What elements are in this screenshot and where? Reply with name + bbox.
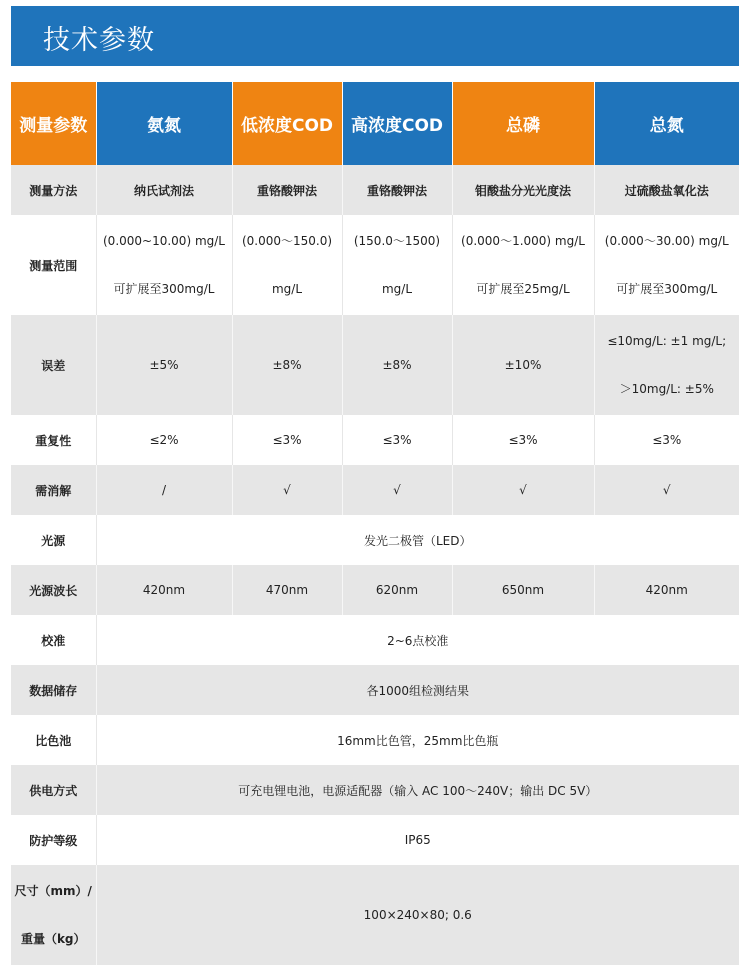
row-protect [11, 815, 739, 865]
cell: √ [452, 465, 594, 515]
header-row [11, 82, 739, 165]
cell: ≤3% [594, 415, 739, 465]
cell: 16mm比色管，25mm比色瓶 [96, 715, 739, 765]
header-low-cod: 低浓度COD [232, 82, 342, 165]
row-storage [11, 665, 739, 715]
cell: ≤3% [232, 415, 342, 465]
cell: ≤10mg/L: ±1 mg/L; ＞10mg/L: ±5% [594, 315, 739, 415]
page-title: 技术参数 [43, 25, 155, 56]
cell: / [96, 465, 232, 515]
row-label: 数据储存 [11, 665, 96, 715]
cell: √ [594, 465, 739, 515]
cell: 650nm [452, 565, 594, 615]
row-label: 防护等级 [11, 815, 96, 865]
row-light [11, 515, 739, 565]
cell: (0.000～30.00) mg/L 可扩展至300mg/L [594, 215, 739, 315]
cell: √ [342, 465, 452, 515]
row-wavelength [11, 565, 739, 615]
cell: (0.000～1.000) mg/L 可扩展至25mg/L [452, 215, 594, 315]
cell: ≤2% [96, 415, 232, 465]
cell: 100×240×80; 0.6 [96, 865, 739, 965]
cell: ±5% [96, 315, 232, 415]
cell: 2~6点校准 [96, 615, 739, 665]
row-label: 供电方式 [11, 765, 96, 815]
cell: (0.000～150.0) mg/L [232, 215, 342, 315]
cell: (0.000~10.00) mg/L 可扩展至300mg/L [96, 215, 232, 315]
row-digest [11, 465, 739, 515]
cell: 可充电锂电池，电源适配器（输入 AC 100～240V；输出 DC 5V） [96, 765, 739, 815]
cell: √ [232, 465, 342, 515]
header-param: 测量参数 [11, 82, 96, 165]
row-size [11, 865, 739, 965]
spec-table [11, 82, 739, 965]
cell: ±8% [232, 315, 342, 415]
row-label: 重复性 [11, 415, 96, 465]
header-high-cod: 高浓度COD [342, 82, 452, 165]
row-label: 比色池 [11, 715, 96, 765]
cell: 470nm [232, 565, 342, 615]
row-label: 误差 [11, 315, 96, 415]
cell: ±10% [452, 315, 594, 415]
row-calib [11, 615, 739, 665]
cell: 420nm [594, 565, 739, 615]
row-repeat [11, 415, 739, 465]
row-label: 光源波长 [11, 565, 96, 615]
row-error [11, 315, 739, 415]
cell: 420nm [96, 565, 232, 615]
cell: (150.0～1500) mg/L [342, 215, 452, 315]
row-cuvette [11, 715, 739, 765]
cell: 发光二极管（LED） [96, 515, 739, 565]
header-total-nitrogen: 总氮 [594, 82, 739, 165]
cell: 重铬酸钾法 [342, 165, 452, 215]
row-label: 校准 [11, 615, 96, 665]
row-label: 尺寸（mm）/ 重量（kg） [11, 865, 96, 965]
title-banner [11, 6, 739, 66]
cell: 过硫酸盐氧化法 [594, 165, 739, 215]
row-method [11, 165, 739, 215]
cell: 各1000组检测结果 [96, 665, 739, 715]
header-total-phosphorus: 总磷 [452, 82, 594, 165]
cell: IP65 [96, 815, 739, 865]
row-power [11, 765, 739, 815]
row-range [11, 215, 739, 315]
cell: ±8% [342, 315, 452, 415]
cell: 重铬酸钾法 [232, 165, 342, 215]
row-label: 光源 [11, 515, 96, 565]
cell: 纳氏试剂法 [96, 165, 232, 215]
row-label: 需消解 [11, 465, 96, 515]
cell: ≤3% [452, 415, 594, 465]
cell: 620nm [342, 565, 452, 615]
row-label: 测量方法 [11, 165, 96, 215]
cell: 钼酸盐分光光度法 [452, 165, 594, 215]
header-ammonia: 氨氮 [96, 82, 232, 165]
row-label: 测量范围 [11, 215, 96, 315]
cell: ≤3% [342, 415, 452, 465]
